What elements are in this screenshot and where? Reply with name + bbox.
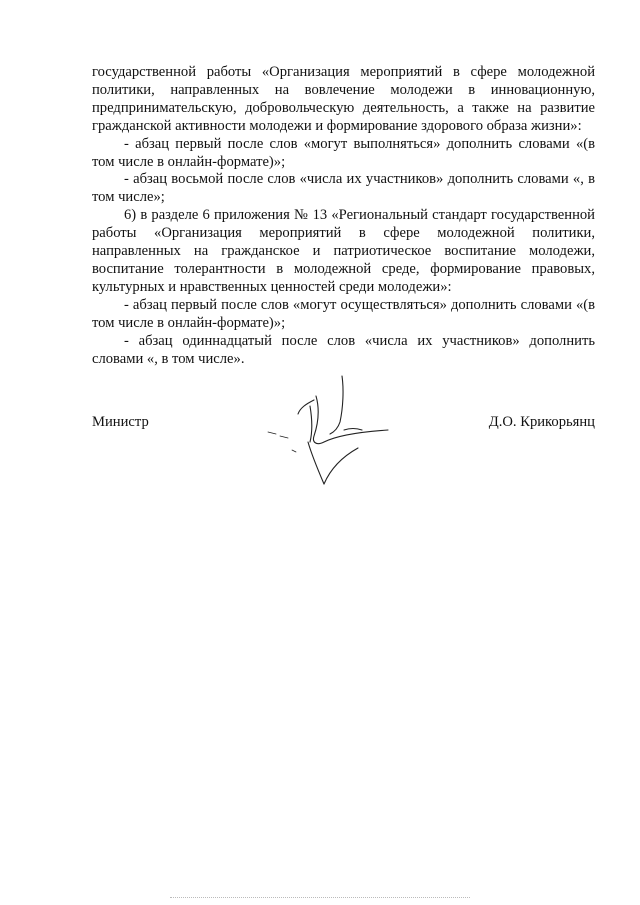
paragraph-continuation: государственной работы «Организация мероприятий в сфере молодежной политики, направленных на вовлечение молодежи в инновационную, предпринимательскую, добровольческую деятельность, а также на развитие гражданской активности молодежи и формирование здорового образа жизни»:: [92, 64, 595, 134]
paragraph-item: - абзац одиннадцатый после слов «числа их участников» дополнить словами «, в том числе».: [92, 332, 595, 367]
document-body: [92, 64, 595, 368]
position-title: Министр: [92, 414, 149, 430]
paragraph-item: - абзац восьмой после слов «числа их участников» дополнить словами «, в том числе»;: [92, 171, 595, 206]
handwritten-signature: [258, 370, 398, 490]
paragraph-item: - абзац первый после слов «могут осуществляться» дополнить словами «(в том числе в онлайн-формате)»;: [92, 296, 595, 331]
signer-name: Д.О. Крикорьянц: [488, 414, 595, 430]
paragraph-item: 6) в разделе 6 приложения № 13 «Региональный стандарт государственной работы «Организация мероприятий в сфере молодежной политики, направленных на гражданское и патриотическое воспитание молодежи, воспитание толерантности в молодежной среде, формирование правовых, культурных и нравственных ценностей среди молодежи»:: [92, 207, 595, 295]
paragraph-item: - абзац первый после слов «могут выполняться» дополнить словами «(в том числе в онлайн-формате)»;: [92, 135, 595, 170]
scan-artifact-line: [170, 897, 470, 899]
